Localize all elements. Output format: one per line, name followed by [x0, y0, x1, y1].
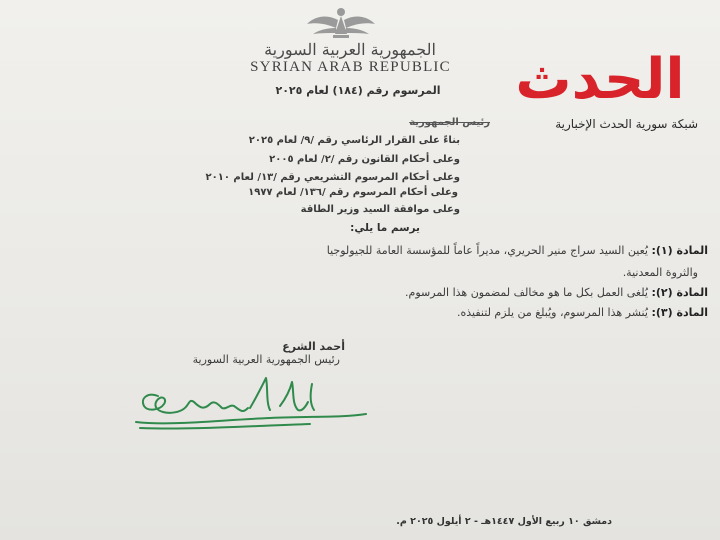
header-arabic-name: الجمهورية العربية السورية	[264, 40, 436, 59]
article-label: المادة (١):	[651, 244, 708, 257]
syrian-eagle-emblem	[305, 6, 377, 40]
preamble-line: وعلى موافقة السيد وزير الطاقة	[300, 204, 460, 215]
preamble-line: وعلى أحكام المرسوم رقم /١٣٦/ لعام ١٩٧٧	[248, 187, 458, 198]
logo-text: الحدث	[515, 47, 685, 112]
header-english-name: SYRIAN ARAB REPUBLIC	[250, 59, 451, 75]
network-name: شبكة سورية الحدث الإخبارية	[555, 117, 698, 131]
article-text: يُنشر هذا المرسوم، ويُبلغ من يلزم لتنفيذه.	[457, 306, 648, 319]
preamble-line: وعلى أحكام القانون رقم /٢/ لعام ٢٠٠٥	[269, 154, 460, 165]
article-3	[457, 306, 708, 319]
signatory-title: رئيس الجمهورية العربية السورية	[192, 353, 340, 366]
article-label: المادة (٣):	[651, 306, 708, 319]
article-1	[327, 244, 708, 257]
article-1-continued	[623, 266, 698, 279]
president-heading: رئيس الجمهورية	[409, 117, 490, 128]
signatory-name: أحمد الشرع	[282, 340, 345, 353]
article-label: المادة (٢):	[651, 286, 708, 299]
article-text: يُلغى العمل بكل ما هو مخالف لمضمون هذا المرسوم.	[405, 286, 648, 299]
preamble-line: بناءً على القرار الرئاسي رقم /٩/ لعام ٢٠٢٥	[248, 135, 460, 146]
date-line: دمشق ١٠ ربيع الأول ١٤٤٧هـ - ٢ أيلول ٢٠٢٥ م.	[396, 516, 612, 527]
al-hadath-logo	[515, 34, 685, 114]
article-2	[405, 286, 708, 299]
decrees-label: يرسم ما يلي:	[350, 222, 420, 234]
preamble-line: وعلى أحكام المرسوم التشريعي رقم /١٣/ لعام ٢٠١٠	[205, 172, 460, 183]
handwritten-signature	[130, 368, 370, 436]
article-text: يُعين السيد سراج منير الحريري، مديراً عاماً للمؤسسة العامة للجيولوجيا	[326, 244, 648, 257]
decree-title: المرسوم رقم (١٨٤) لعام ٢٠٢٥	[275, 84, 441, 97]
article-text: والثروة المعدنية.	[622, 266, 698, 279]
